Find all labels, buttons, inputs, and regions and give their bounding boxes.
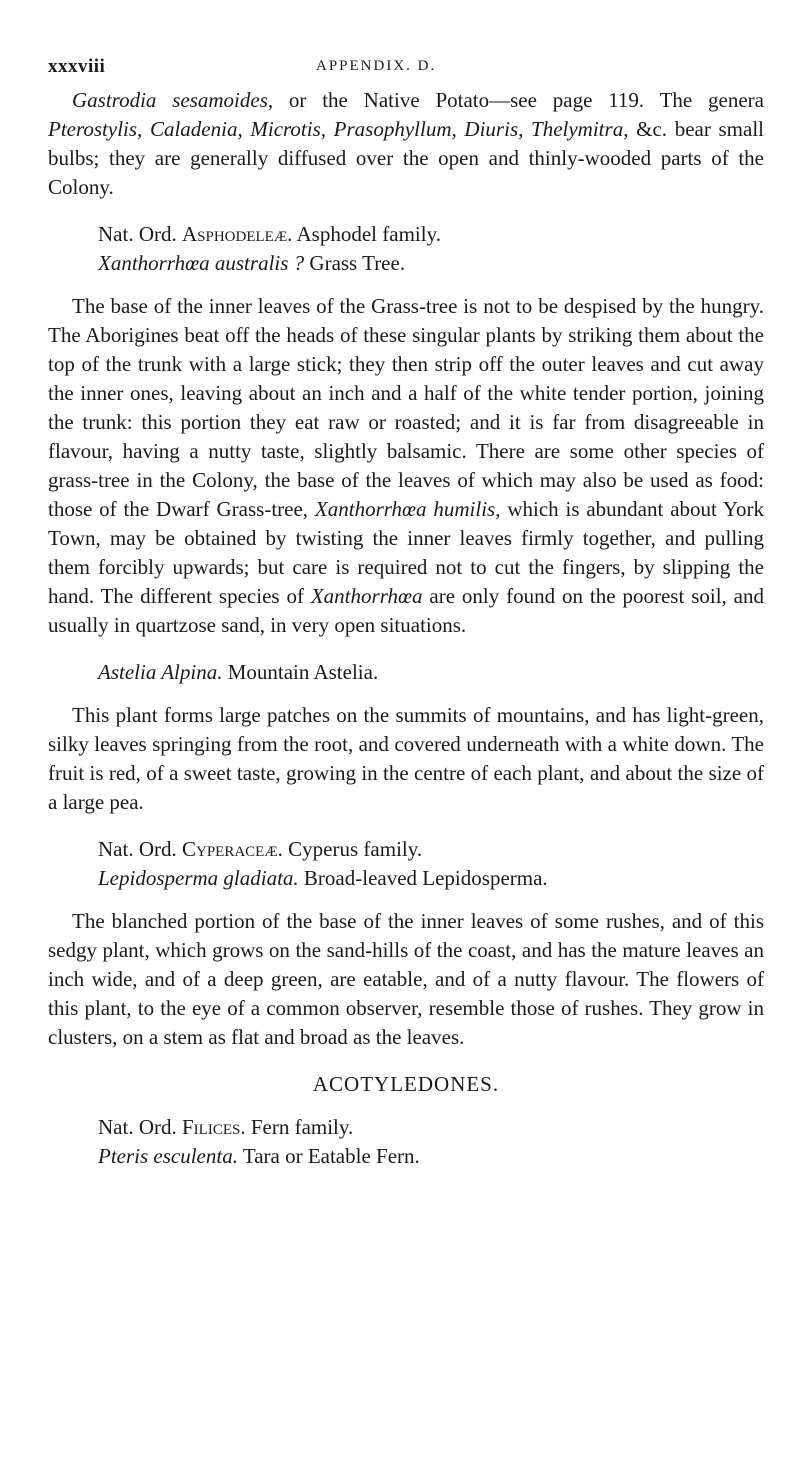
paragraph-lepidosperma: The blanched portion of the base of the inner leaves of some rushes, and of this sedgy plant, which grows on the sand-hills of the coast, and has the mature leaves an inch wide, and of a deep green, are eatable, and of a nutty flavour. The flowers of this plant, to the eye of a common observer, resemble those of rushes. They grow in clusters, on a stem as flat and broad as the leaves. [48, 909, 764, 1049]
order-name: Cyperaceæ. [181, 837, 283, 861]
paragraph-orchids: Gastrodia sesamoides, or the Native Potato—see page 119. The genera Pterostylis, Caladenia, Microtis, Prasophyllum, Diuris, Thelymitra, &c. bear small bulbs; they are generally diffused over the open and thinly-wooded parts of the Colony. [48, 88, 764, 199]
taxon-pteris: Pteris esculenta. Tara or Eatable Fern. [98, 1144, 420, 1168]
paragraph-grass-tree: The base of the inner leaves of the Grass-tree is not to be despised by the hungry. The Aborigines beat off the heads of these singular plants by striking them about the top of the trunk with a large stick; they then strip off the outer leaves and cut away the inner ones, leaving about an inch and a half of the white tender portion, joining the trunk: this portion they eat raw or roasted; and it is far from disagreeable in flavour, having a nutty taste, slightly balsamic. There are some other species of grass-tree in the Colony, the base of the leaves of which may also be used as food: those of the Dwarf Grass-tree, Xanthorrhœa humilis, which is abundant about York Town, may be obtained by twisting the inner leaves firmly together, and pulling them forcibly upwards; but care is required not to cut the fingers, by slipping the hand. The different species of Xanthorrhœa are only found on the poorest soil, and usually in quartzose sand, in very open situations. [48, 294, 764, 637]
order-name: Asphodeleæ. [181, 222, 293, 246]
section-heading: ACOTYLEDONES. [312, 1072, 500, 1096]
species-name: Xanthorrhœa australis ? [98, 251, 305, 275]
running-head: APPENDIX. D. [316, 58, 437, 74]
taxon-grass-tree: Xanthorrhœa australis ? Grass Tree. [98, 251, 406, 275]
taxon-asphodel-order: Nat. Ord. Asphodeleæ. Asphodel family. [98, 222, 441, 246]
species-name: Gastrodia sesamoides, [72, 88, 274, 112]
book-page [48, 56, 764, 1171]
taxon-astelia: Astelia Alpina. Mountain Astelia. [98, 660, 379, 684]
species-name: Xanthorrhœa humilis, [314, 497, 501, 521]
species-name: Lepidosperma gladiata. [98, 866, 299, 890]
page-number: xxxviii [48, 56, 106, 77]
page-header [48, 56, 764, 86]
species-name: Astelia Alpina. [98, 660, 223, 684]
genera-list: Pterostylis, Caladenia, Microtis, Prasophyllum, Diuris, Thelymitra, [48, 117, 629, 141]
order-name: Filices. [181, 1115, 246, 1139]
genus-name: Xanthorrhœa [310, 584, 423, 608]
taxon-cyperus-order: Nat. Ord. Cyperaceæ. Cyperus family. [98, 837, 423, 861]
species-name: Pteris esculenta. [98, 1144, 238, 1168]
paragraph-astelia: This plant forms large patches on the summits of mountains, and has light-green, silky leaves springing from the root, and covered underneath with a white down. The fruit is red, of a sweet taste, growing in the centre of each plant, and about the size of a large pea. [48, 703, 764, 814]
taxon-fern-order: Nat. Ord. Filices. Fern family. [98, 1115, 354, 1139]
taxon-lepidosperma: Lepidosperma gladiata. Broad-leaved Lepidosperma. [98, 866, 548, 890]
